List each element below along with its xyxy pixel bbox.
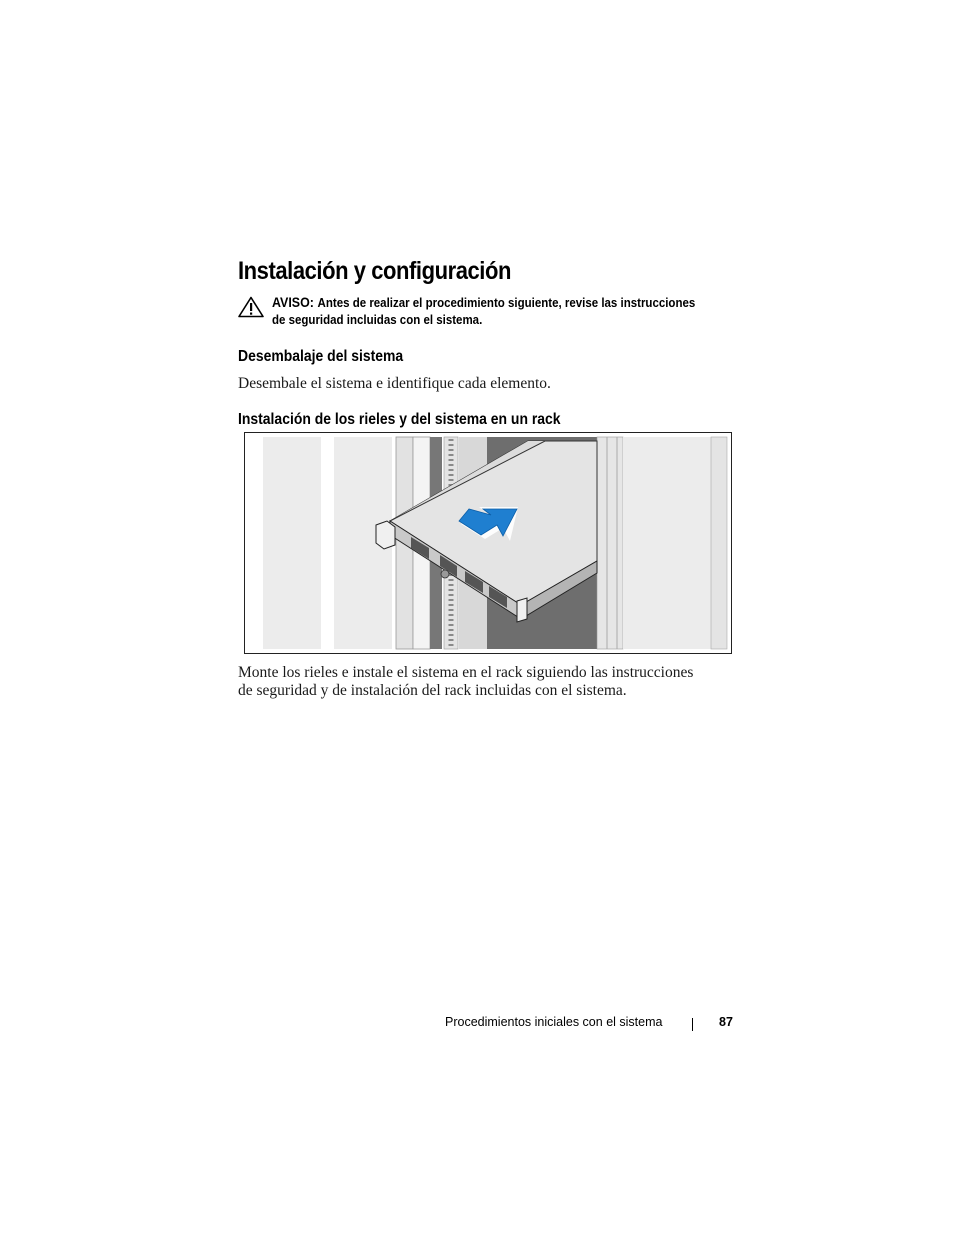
rack-installation-figure [244, 432, 732, 654]
rack-panel [711, 437, 727, 649]
section-heading-unpacking: Desembalaje del sistema [238, 348, 404, 365]
footer-separator [692, 1018, 693, 1031]
section-body-rack-install: Monte los rieles e instale el sistema en el rack siguiendo las instrucciones de seguridad y de instalación del rack incluidas con el sistema. [238, 664, 694, 699]
warning-triangle-icon [238, 296, 264, 318]
warning-label: AVISO: [272, 295, 314, 310]
rack-panel [623, 437, 711, 649]
warning-message: Antes de realizar el procedimiento siguiente, revise las instrucciones de seguridad incluidas con el sistema. [272, 296, 696, 327]
page-number: 87 [719, 1015, 733, 1029]
footer-section-title: Procedimientos iniciales con el sistema [445, 1015, 663, 1029]
section-body-unpacking: Desembale el sistema e identifique cada elemento. [238, 375, 551, 392]
page-title: Instalación y configuración [238, 257, 511, 285]
warning-text [272, 294, 704, 329]
rack-panel [263, 437, 321, 649]
rack-post [597, 437, 623, 649]
section-heading-rack-install: Instalación de los rieles y del sistema en un rack [238, 411, 561, 428]
